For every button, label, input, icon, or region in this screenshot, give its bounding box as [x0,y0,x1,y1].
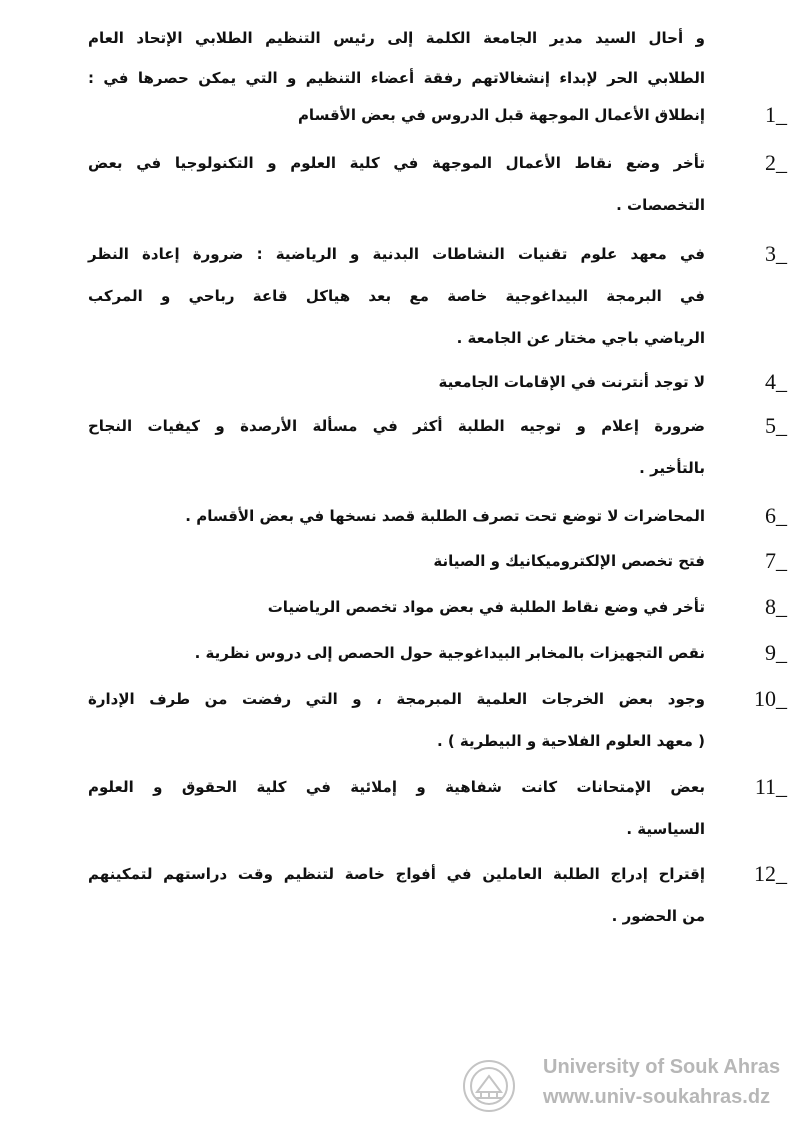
item-number: 3_ [765,241,787,266]
list-item [88,540,787,582]
item-text: لا توجد أنترنت في الإقامات الجامعية [438,373,705,391]
item-number: 10_ [754,686,787,711]
university-seal-icon [453,1058,525,1114]
list-item [88,766,787,850]
item-text: تأخر في وضع نقاط الطلبة في بعض مواد تخصص الرياضيات [267,598,705,616]
list-item [88,586,787,628]
item-number: 7_ [765,548,787,573]
item-text: في البرمجة البيداغوجية خاصة مع بعد هياكل قاعة رباحي و المركب [88,287,705,305]
item-text: فتح تخصص الإلكتروميكانيك و الصيانة [433,552,705,570]
item-text: السياسية . [626,820,705,838]
list-item [88,361,787,403]
item-number: 2_ [765,150,787,175]
list-item [88,632,787,674]
item-text: وجود بعض الخرجات العلمية المبرمجة ، و التي رفضت من طرف الإدارة [88,690,705,708]
list-item [88,495,787,537]
list-item [88,853,787,937]
list-item [88,233,787,359]
item-text: نقص التجهيزات بالمخابر البيداغوجية حول الحصص إلى دروس نظرية . [194,644,705,662]
list-item [88,405,787,489]
item-number: 9_ [765,640,787,665]
item-text: من الحضور . [611,907,705,925]
item-number: 1_ [765,102,787,127]
item-text: إقتراح إدراج الطلبة العاملين في أفواج خاصة لتنظيم وقت دراستهم لتمكينهم [88,865,705,883]
item-number: 5_ [765,413,787,438]
intro-line: و أحال السيد مدير الجامعة الكلمة إلى رئيس التنظيم الطلابي الإتحاد العام [88,29,705,47]
watermark [453,1052,783,1118]
item-text: في معهد علوم تقنيات النشاطات البدنية و الرياضية : ضرورة إعادة النظر [88,245,705,263]
item-text: ضرورة إعلام و توجيه الطلبة أكثر في مسألة الأرصدة و كيفيات النجاح [88,417,705,435]
item-text: بالتأخير . [639,459,705,477]
list-item [88,142,787,226]
item-text: تأخر وضع نقاط الأعمال الموجهة في كلية العلوم و التكنولوجيا في بعض [88,154,705,172]
item-text: إنطلاق الأعمال الموجهة قبل الدروس في بعض الأقسام [297,106,705,124]
university-website: www.univ-soukahras.dz [543,1086,771,1108]
watermark-text [543,1052,780,1112]
item-number: 8_ [765,594,787,619]
list-item [88,94,787,136]
item-number: 6_ [765,503,787,528]
item-text: التخصصات . [616,196,705,214]
list-item [88,678,787,762]
item-text: ( معهد العلوم الفلاحية و البيطرية ) . [436,732,705,750]
item-text: الرياضي باجي مختار عن الجامعة . [456,329,705,347]
intro-line: الطلابي الحر لإبداء إنشغالاتهم رفقة أعضاء التنظيم و التي يمكن حصرها في : [88,69,705,87]
item-text: بعض الإمتحانات كانت شفاهية و إملائية في كلية الحقوق و العلوم [88,778,705,796]
item-number: 11_ [754,774,787,799]
item-number: 4_ [765,369,787,394]
intro-paragraph [88,18,705,98]
item-text: المحاضرات لا توضع تحت تصرف الطلبة قصد نسخها في بعض الأقسام . [185,507,705,525]
university-name: University of Souk Ahras [543,1056,781,1078]
item-number: 12_ [754,861,787,886]
